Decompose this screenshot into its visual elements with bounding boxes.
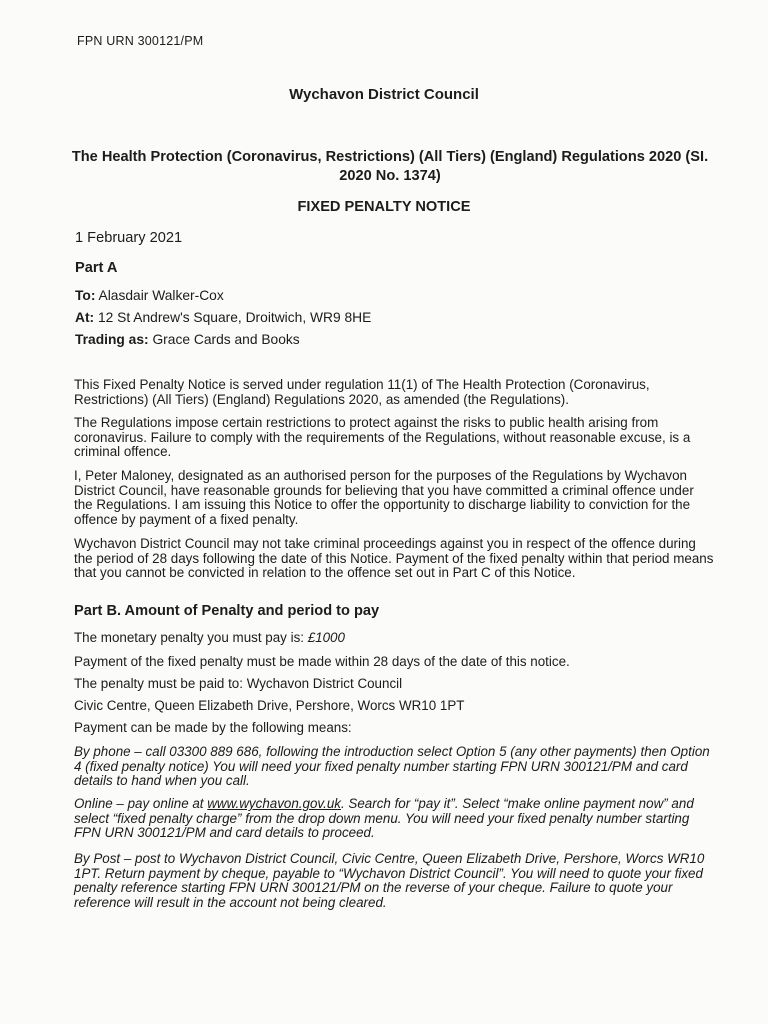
part-b-heading: Part B. Amount of Penalty and period to pay <box>74 603 380 619</box>
to-line <box>75 288 224 303</box>
at-value: 12 St Andrew's Square, Droitwich, WR9 8HE <box>98 310 372 325</box>
paragraph-regulations: The Regulations impose certain restrictions to protect against the risks to public health arising from coronavirus. Failure to comply with the requirements of the Regulations, without reasonable excuse, is a criminal offence. <box>74 415 691 460</box>
trading-line <box>75 332 300 347</box>
paragraph-proceedings: Wychavon District Council may not take criminal proceedings against you in respect of the offence during the period of 28 days following the date of this Notice. Payment of the fixed penalty within that period means that you cannot be convicted in relation to the offence set out in Part C of this Notice. <box>74 536 714 581</box>
regulations-title: The Health Protection (Coronavirus, Restrictions) (All Tiers) (England) Regulations 2020 (SI. 2020 No. 1374) <box>71 149 709 184</box>
amount-value: £1000 <box>307 630 345 645</box>
to-value: Alasdair Walker-Cox <box>98 288 224 303</box>
paragraph-served: This Fixed Penalty Notice is served under regulation 11(1) of The Health Protection (Coronavirus, Restrictions) (All Tiers) (England) Regulations 2020, as amended (the Regulations). <box>74 377 650 407</box>
amount-line <box>74 631 714 646</box>
to-label: To: <box>75 288 96 303</box>
pay-by-post: By Post – post to Wychavon District Council, Civic Centre, Queen Elizabeth Drive, Pershore, Worcs WR10 1PT. Return payment by cheque, payable to “Wychavon District Council”. You will need to quote your fixed penalty reference starting FPN URN 300121/PM on the reverse of your cheque. Failure to quote your reference will result in the account not being cleared. <box>74 851 705 911</box>
paragraph-designation: I, Peter Maloney, designated as an authorised person for the purposes of the Regulations by Wychavon District Council, have reasonable grounds for believing that you have committed a criminal offence under the Regulations. I am issuing this Notice to offer the opportunity to discharge liability to conviction for the offence by payment of a fixed penalty. <box>74 468 694 528</box>
reference-number: FPN URN 300121/PM <box>77 34 204 48</box>
trading-label: Trading as: <box>75 332 149 347</box>
amount-label: The monetary penalty you must pay is: <box>74 630 308 645</box>
online-suffix: . Search for “pay it”. Select “make online payment now” and select “fixed penalty charge” from the drop down menu. You will need your fixed penalty number starting FPN URN 300121/PM and card details to proceed. <box>74 796 694 841</box>
at-line <box>75 310 371 325</box>
part-a-heading: Part A <box>75 260 118 276</box>
notice-title: FIXED PENALTY NOTICE <box>297 199 471 215</box>
payee-address: Civic Centre, Queen Elizabeth Drive, Pershore, Worcs WR10 1PT <box>74 698 465 713</box>
payment-means-intro: Payment can be made by the following means: <box>74 720 352 735</box>
at-label: At: <box>75 310 95 325</box>
pay-online <box>74 797 714 841</box>
council-name: Wychavon District Council <box>289 86 479 103</box>
payee-line: The penalty must be paid to: Wychavon District Council <box>74 676 403 691</box>
trading-value: Grace Cards and Books <box>152 332 300 347</box>
pay-by-phone: By phone – call 03300 889 686, following the introduction select Option 5 (any other payments) then Option 4 (fixed penalty notice) You will need your fixed penalty number starting FPN URN 300121/PM and card details to hand when you call. <box>74 744 710 789</box>
notice-date: 1 February 2021 <box>75 230 183 246</box>
online-prefix: Online – pay online at <box>74 796 208 811</box>
payment-deadline: Payment of the fixed penalty must be made within 28 days of the date of this notice. <box>74 654 570 669</box>
council-website-link[interactable]: www.wychavon.gov.uk <box>207 796 341 811</box>
